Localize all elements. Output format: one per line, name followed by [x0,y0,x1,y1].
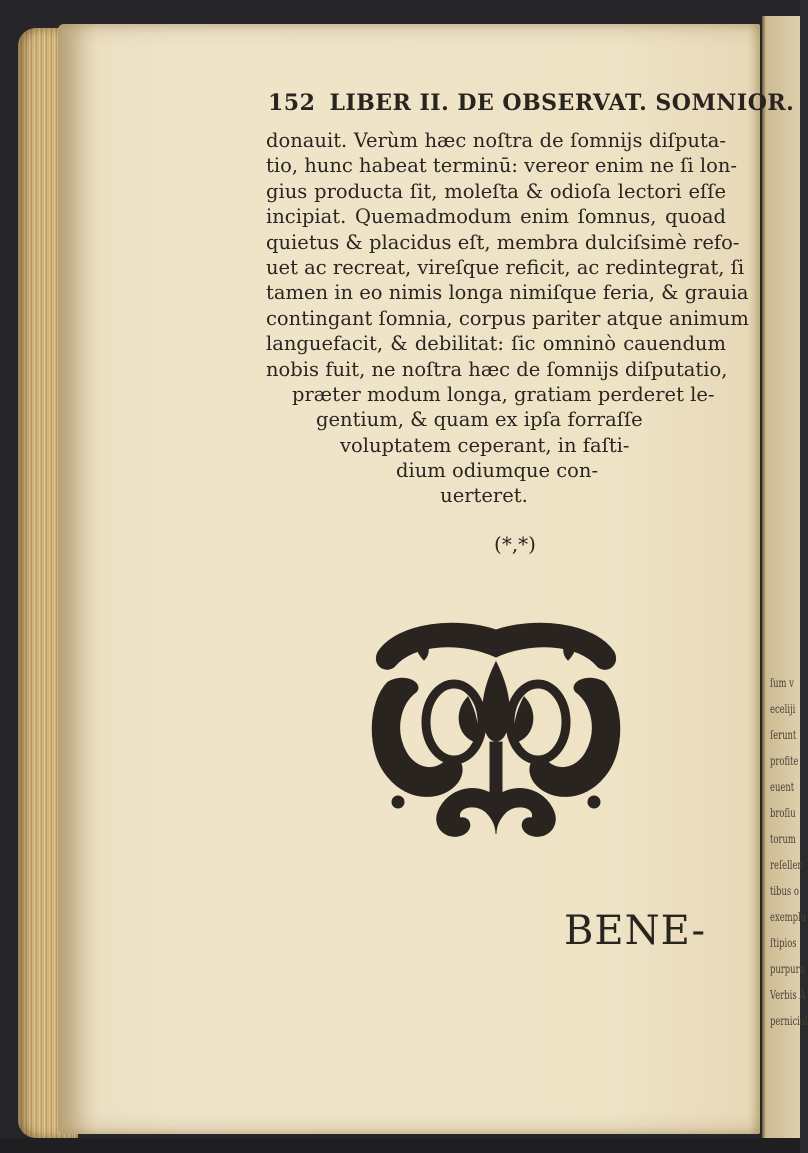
text-line: præter modum longa, gratiam perderet le- [292,382,715,406]
facing-page-fragment: purpura [770,962,805,976]
page-number: 152 [268,90,316,116]
facing-page-sliver [762,16,808,1141]
running-title: LIBER II. DE OBSERVAT. SOMNIOR. [329,90,795,116]
facing-page-fragment: broſiu [770,806,796,820]
text-line: quietus & placidus eſt, membra dulciſsimè refo- [266,230,740,254]
text-line: dium odiumque con- [396,459,599,483]
asterism-mark: (*,*) [494,532,536,556]
text-line: voluptatem ceperant, in faſti- [340,433,630,457]
catchword: BENE- [564,908,707,954]
facing-page-fragment: Verbis A [770,988,806,1002]
text-line: gius producta ſit, moleſta & odioſa lectori eſſe [266,179,726,203]
text-line: uet ac recreat, vireſque reficit, ac redintegrat, ſi [266,255,745,279]
facing-page-fragment: ſerunt [770,728,797,742]
text-line: nobis fuit, ne noſtra hæc de ſomnijs diſputatio, [266,357,728,381]
facing-page-fragment: exemplu [770,910,807,924]
text-line: contingant ſomnia, corpus pariter atque animum [266,306,749,330]
facing-page-fragment: torum [770,832,796,846]
facing-page-fragment: eceliji [770,702,796,716]
text-line: languefacit, & debilitat: ſic omninò cauendum [266,332,726,356]
text-line: uerteret. [440,484,528,508]
text-line: gentium, & quam ex ipſa forraſſe [316,408,643,432]
facing-page-fragment: tibus o [770,884,799,898]
facing-page-fragment: perniciol [770,1014,808,1028]
text-line: tamen in eo nimis longa nimiſque feria, & grauia [266,281,749,305]
running-header [268,90,795,116]
scan-bottom-edge [0,1138,800,1153]
woodcut-ornament [358,612,634,860]
facing-page-fragment: ſtipios [770,936,797,950]
facing-page-fragment: profite [770,754,799,768]
facing-page-fragment: reſellen [770,858,803,872]
text-line: tio, hunc habeat terminū: vereor enim ne ſi lon- [266,154,737,178]
text-line: incipiat. Quemadmodum enim ſomnus, quoad [266,205,726,229]
text-line: donauit. Verùm hæc noſtra de ſomnijs diſputa- [266,129,726,152]
facing-page-fragment: euent [770,780,795,794]
body-text [266,128,749,509]
facing-page-fragment: ſum v [770,676,794,690]
